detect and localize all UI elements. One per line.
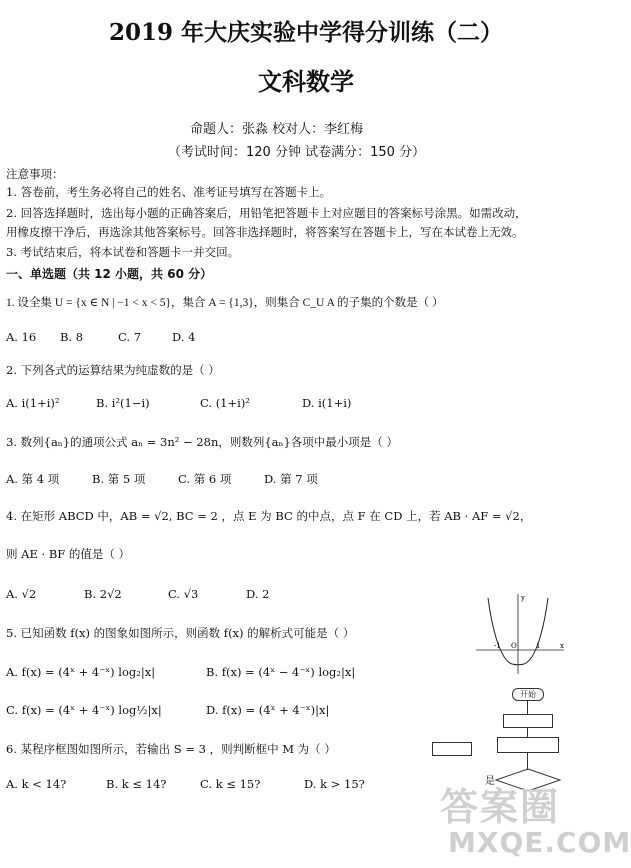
q4-option-c: C. √3 — [168, 587, 199, 601]
q2-option-c: C. (1+i)² — [200, 396, 250, 410]
tick-one: 1 — [536, 642, 541, 650]
function-graph — [470, 588, 570, 678]
flow-connector — [527, 700, 528, 714]
q1-option-a: A. 16 — [6, 330, 37, 344]
question-2-stem: 2. 下列各式的运算结果为纯虚数的是（ ） — [6, 363, 220, 377]
watermark-logo: 答案圈 — [440, 785, 561, 829]
question-4-stem-cont: 则 AE · BF 的值是（ ） — [6, 547, 131, 561]
y-axis-label: y — [521, 594, 525, 602]
q2-option-d: D. i(1+i) — [302, 396, 352, 410]
question-5-stem: 5. 已知函数 f(x) 的图象如图所示，则函数 f(x) 的解析式可能是（ ） — [6, 626, 355, 640]
authors-line: 命题人：张淼 校对人：李红梅 — [190, 122, 364, 137]
question-1-stem: 1. 设全集 U = {x ∈ N | −1 < x < 5}，集合 A = {1,3}，则集合 C_U A 的子集的个数是（ ） — [6, 297, 444, 309]
notice-item-2-cont: 用橡皮擦干净后，再选涂其他答案标号。回答非选择题时，将答案写在答题卡上，写在本试卷上无效。 — [6, 225, 524, 239]
q6-option-a: A. k < 14? — [6, 777, 67, 791]
flow-yes-label: 是 — [485, 776, 495, 787]
q1-option-b: B. 8 — [60, 330, 84, 344]
flow-start — [512, 688, 544, 701]
q5-option-d: D. f(x) = (4ˣ + 4⁻ˣ)|x| — [206, 703, 330, 717]
flow-start-label: 开始 — [520, 690, 536, 699]
q5-option-b: B. f(x) = (4ˣ − 4⁻ˣ) log₂|x| — [206, 665, 356, 679]
notice-item-3: 3. 考试结束后，将本试卷和答题卡一并交回。 — [6, 245, 240, 259]
q6-option-c: C. k ≤ 15? — [200, 777, 261, 791]
section-heading: 一、单选题（共 12 小题，共 60 分） — [6, 267, 213, 281]
flow-connector — [527, 727, 528, 737]
q3-option-c: C. 第 6 项 — [178, 472, 232, 486]
q6-option-b: B. k ≤ 14? — [106, 777, 167, 791]
origin-label: O — [511, 642, 517, 650]
notice-item-2: 2. 回答选择题时，选出每小题的正确答案后，用铅笔把答题卡上对应题目的答案标号涂黑。如需改动， — [6, 206, 527, 220]
flow-process-2 — [497, 737, 559, 753]
q2-option-b: B. i²(1−i) — [96, 396, 150, 410]
watermark-url: MXQE.COM — [448, 826, 631, 859]
q4-option-a: A. √2 — [6, 587, 37, 601]
question-4-stem: 4. 在矩形 ABCD 中，AB = √2, BC = 2 ，点 E 为 BC 的中点，点 F 在 CD 上，若 AB · AF = √2， — [6, 509, 532, 523]
q2-option-a: A. i(1+i)² — [6, 396, 60, 410]
question-6-stem: 6. 某程序框图如图所示，若输出 S = 3 ，则判断框中 M 为（ ） — [6, 742, 336, 756]
q4-option-b: B. 2√2 — [84, 587, 122, 601]
exam-info: （考试时间：120 分钟 试卷满分：150 分） — [168, 145, 426, 160]
q6-option-d: D. k > 15? — [304, 777, 365, 791]
page-subtitle: 文科数学 — [258, 67, 354, 96]
notice-item-1: 1. 答卷前，考生务必将自己的姓名、准考证号填写在答题卡上。 — [6, 185, 332, 199]
flow-side-box — [432, 742, 472, 756]
q5-option-a: A. f(x) = (4ˣ + 4⁻ˣ) log₂|x| — [6, 665, 156, 679]
flow-process-1 — [503, 714, 553, 728]
q1-option-c: C. 7 — [118, 330, 142, 344]
tick-minus-one: -1 — [494, 642, 501, 650]
q4-option-d: D. 2 — [246, 587, 270, 601]
q3-option-d: D. 第 7 项 — [264, 472, 318, 486]
question-3-stem: 3. 数列{aₙ}的通项公式 aₙ = 3n² − 28n，则数列{aₙ}各项中最小项是（ ） — [6, 435, 398, 449]
q3-option-b: B. 第 5 项 — [92, 472, 146, 486]
x-axis-label: x — [560, 642, 564, 650]
q1-option-d: D. 4 — [172, 330, 196, 344]
q5-option-c: C. f(x) = (4ˣ + 4⁻ˣ) log½|x| — [6, 703, 162, 717]
page-title: 2019 年大庆实验中学得分训练（二） — [108, 19, 504, 46]
q3-option-a: A. 第 4 项 — [6, 472, 60, 486]
notice-heading: 注意事项： — [6, 167, 64, 181]
